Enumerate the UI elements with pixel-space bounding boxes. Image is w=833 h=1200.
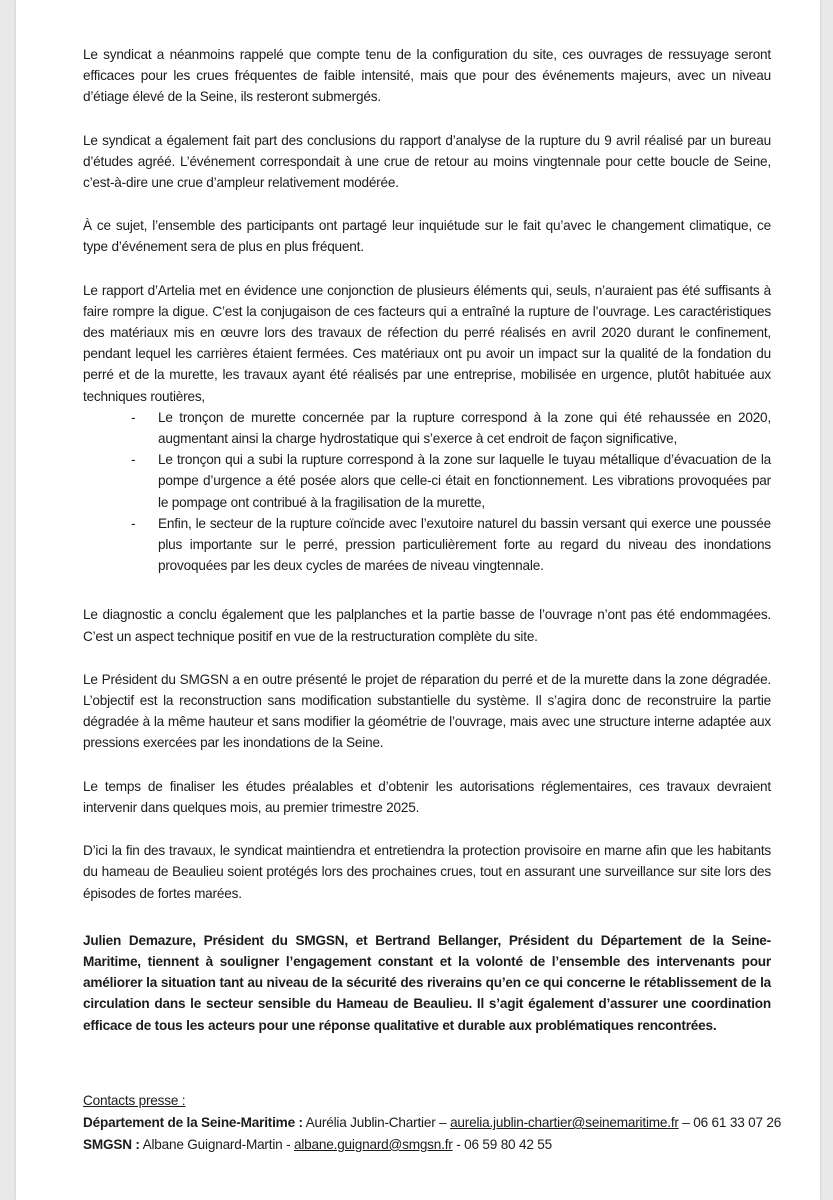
dash-bullet: -: [131, 409, 136, 425]
paragraph: Le syndicat a également fait part des conclusions du rapport d’analyse de la rupture du 9 avril réalisé par un bureau d’études agréé. L’événement correspondait à une crue de retour au moins vingtennale pour cette boucle de Seine, c’est-à-dire une crue d’ampleur relativement modérée.: [83, 132, 771, 191]
document-body: [83, 44, 771, 1058]
contact-name: Albane Guignard-Martin -: [139, 1137, 294, 1152]
paragraph: Le rapport d’Artelia met en évidence une conjonction de plusieurs éléments qui, seuls, n’auraient pas été suffisants à faire rompre la digue. C’est la conjugaison de ces facteurs qui a entraîné la rupture de l’ouvrage. Les caractéristiques des matériaux mis en œuvre lors des travaux de réfection du perré réalisés en avril 2020 durant le confinement, pendant lequel les carrières étaient fermées. Ces matériaux ont pu avoir un impact sur la qualité de la fondation du perré et de la murette, les travaux ayant été réalisés par une entreprise, mobilisée en urgence, plutôt habituée aux techniques routières,: [83, 282, 771, 404]
contact-line: [83, 1112, 783, 1134]
contacts-heading: Contacts presse :: [83, 1093, 186, 1108]
dash-bullet: -: [131, 452, 136, 468]
paragraph: D’ici la fin des travaux, le syndicat maintiendra et entretiendra la protection provisoire en marne afin que les habitants du hameau de Beaulieu soient protégés lors des prochaines crues, tout en assurant une surveillance sur site lors des épisodes de fortes marées.: [83, 843, 771, 901]
paragraph: Le temps de finaliser les études préalables et d’obtenir les autorisations réglementaires, ces travaux devraient intervenir dans quelques mois, au premier trimestre 2025.: [83, 778, 771, 815]
paragraph: Le syndicat a néanmoins rappelé que compte tenu de la configuration du site, ces ouvrages de ressuyage seront efficaces pour les crues fréquentes de faible intensité, mais que pour des événements majeurs, avec un niveau d’étiage élevé de la Seine, ils resteront submergés.: [83, 47, 771, 105]
paragraph: Le diagnostic a conclu également que les palplanches et la partie basse de l’ouvrage n’ont pas été endommagées. C’est un aspect technique positif en vue de la restructuration complète du site.: [83, 607, 771, 644]
list-item-text: Enfin, le secteur de la rupture coïncide avec l’exutoire naturel du bassin versant qui exerce une poussée plus importante sur le perré, pression particulièrement forte au regard du niveau des inondations provoquées par les deux cycles de marées de niveau vingtennale.: [158, 515, 771, 574]
list-item-text: Le tronçon de murette concernée par la rupture correspond à la zone qui été rehaussée en 2020, augmentant ainsi la charge hydrostatique qui s’exerce à cet endroit de façon significative,: [158, 409, 771, 447]
contact-name: Aurélia Jublin-Chartier –: [302, 1115, 451, 1130]
press-contacts: [83, 1090, 783, 1156]
dash-bullet: -: [131, 515, 136, 531]
contact-email-link[interactable]: aurelia.jublin-chartier@seinemaritime.fr: [450, 1115, 679, 1130]
contact-organization: Département de la Seine-Maritime :: [83, 1115, 303, 1130]
contact-organization: SMGSN :: [83, 1137, 140, 1152]
list-item: [83, 449, 771, 513]
list-item-text: Le tronçon qui a subi la rupture correspond à la zone sur laquelle le tuyau métallique d’évacuation de la pompe d’urgence a été posée alors que celle-ci était en fonctionnement. Les vibrations provoquées par le pompage ont contribué à la fragilisation de la murette,: [158, 452, 771, 510]
contact-email-link[interactable]: albane.guignard@smgsn.fr: [294, 1137, 453, 1152]
contact-line: [83, 1134, 783, 1156]
list-item: [83, 407, 771, 449]
closing-statement: Julien Demazure, Président du SMGSN, et Bertrand Bellanger, Président du Département de la Seine-Maritime, tiennent à souligner l’engagement constant et la volonté de l’ensemble des intervenants pour améliorer la situation tant au niveau de la sécurité des riverains qu’en ce qui concerne le rétablissement de la circulation dans le secteur sensible du Hameau de Beaulieu. Il s’agit également d’assurer une coordination efficace de tous les acteurs pour une réponse qualitative et durable aux problématiques rencontrées.: [83, 932, 771, 1033]
contact-phone: - 06 59 80 42 55: [452, 1137, 553, 1152]
list-item: [83, 513, 771, 577]
contact-phone: – 06 61 33 07 26: [678, 1115, 782, 1130]
bullet-list: [83, 407, 771, 577]
paragraph: À ce sujet, l’ensemble des participants ont partagé leur inquiétude sur le fait qu’avec le changement climatique, ce type d’événement sera de plus en plus fréquent.: [83, 218, 771, 255]
paragraph: Le Président du SMGSN a en outre présenté le projet de réparation du perré et de la murette dans la zone dégradée. L’objectif est la reconstruction sans modification substantielle du système. Il s’agira donc de reconstruire la partie dégradée à la même hauteur et sans modifier la géométrie de l’ouvrage, mais avec une structure interne adaptée aux pressions exercées par les inondations de la Seine.: [83, 671, 771, 751]
document-page: [16, 0, 820, 1200]
